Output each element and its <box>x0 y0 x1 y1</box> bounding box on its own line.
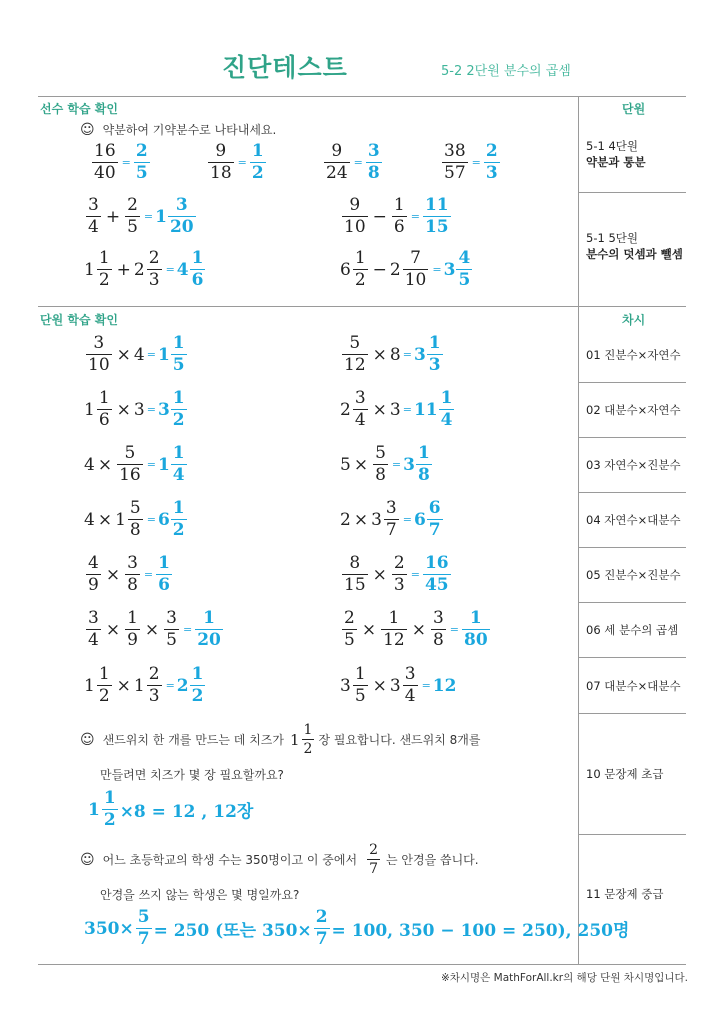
answer: 3 $\frac{1}{2}$ <box>157 388 185 430</box>
side-lesson-head: 차시 <box>622 313 646 327</box>
reduce-problem <box>90 142 152 183</box>
fraction: $\frac{4}{9}$ <box>88 553 99 595</box>
answer: $\frac{16}{45}$ <box>424 553 449 595</box>
side-rule <box>578 602 686 603</box>
smiley-icon: ☺ <box>80 121 95 138</box>
side-unit-head: 단원 <box>622 102 646 116</box>
times-sign: × <box>372 675 387 696</box>
top-rule <box>38 96 686 97</box>
side-unit-name: 약분과 통분 <box>586 155 646 169</box>
equals-sign: = <box>402 348 412 361</box>
fraction: $\frac{38}{57}$ <box>444 141 466 183</box>
fraction: $\frac{16}{40}$ <box>94 141 116 183</box>
side-lesson: 06 세 분수의 곱셈 <box>586 623 679 637</box>
answer: 2 $\frac{1}{2}$ <box>176 664 204 706</box>
times-sign: × <box>97 454 113 475</box>
equals-sign: = <box>237 156 247 169</box>
equals-sign: = <box>146 403 156 416</box>
multiplication-problem <box>340 665 456 706</box>
multiplication-problem <box>84 334 189 375</box>
whole-number: 2 <box>340 509 351 530</box>
reduce-problem <box>322 142 384 183</box>
fraction: $\frac{1}{6}$ <box>98 388 110 430</box>
instruction-text: 약분하여 기약분수로 나타내세요. <box>102 123 277 137</box>
smiley-icon: ☺ <box>80 851 95 868</box>
addsub-problem: $\frac{9}{10}$ − $\frac{1}{6}$ = $\frac{11}{15}$ <box>340 196 453 237</box>
multiplication-problem <box>84 554 174 595</box>
side-rule <box>578 382 686 383</box>
fraction: $\frac{1}{9}$ <box>127 608 138 650</box>
fraction: $\frac{3}{8}$ <box>127 553 138 595</box>
multiplication-problem <box>340 499 445 540</box>
answer: $\frac{1}{80}$ <box>464 608 488 650</box>
unit-section-label: 단원 학습 확인 <box>40 313 118 327</box>
times-sign: × <box>116 399 131 420</box>
side-rule <box>578 834 686 835</box>
fraction: $\frac{1}{2}$ <box>98 664 110 706</box>
answer: 6 $\frac{6}{7}$ <box>413 498 441 540</box>
fraction: $\frac{8}{15}$ <box>344 553 366 595</box>
equals-sign: = <box>421 679 431 692</box>
times-sign: × <box>361 619 377 640</box>
equals-sign: = <box>410 568 420 581</box>
equals-sign: = <box>121 156 131 169</box>
equals-sign: = <box>143 568 154 581</box>
fraction: $\frac{2}{5}$ <box>344 608 355 650</box>
whole-number: 1 <box>84 675 95 696</box>
side-rule <box>578 657 686 658</box>
side-rule <box>578 192 686 193</box>
answer: 1 $\frac{1}{4}$ <box>157 443 185 485</box>
fraction: $\frac{5}{8}$ <box>375 443 386 485</box>
whole-number: 4 <box>84 509 95 530</box>
page-title: 진단테스트 <box>222 53 348 82</box>
times-sign: × <box>116 675 131 696</box>
prereq-instruction <box>80 121 276 138</box>
whole-number: 1 <box>115 509 126 530</box>
side-lesson: 11 문장제 중급 <box>586 887 664 901</box>
equals-sign: = <box>353 156 363 169</box>
answer: $\frac{1}{20}$ <box>197 608 221 650</box>
multiplication-problem <box>340 334 445 375</box>
equals-sign: = <box>146 348 156 361</box>
word-problem-2-line2: 안경을 쓰지 않는 학생은 몇 명일까요? <box>100 888 300 902</box>
multiplication-problem <box>84 389 189 430</box>
whole-number: 3 <box>389 399 401 420</box>
answer: $\frac{1}{2}$ <box>251 141 264 183</box>
equals-sign: = <box>165 679 175 692</box>
fraction: $\frac{2}{3}$ <box>148 664 160 706</box>
fraction: $\frac{3}{4}$ <box>88 608 99 650</box>
fraction: $\frac{9}{18}$ <box>210 141 232 183</box>
fraction: $\frac{2}{3}$ <box>393 553 405 595</box>
multiplication-problem <box>340 444 434 485</box>
answer: 3 $\frac{4}{5}$ <box>443 248 471 290</box>
multiplication-problem <box>340 609 492 650</box>
side-lesson: 01 진분수×자연수 <box>586 348 681 362</box>
whole-number: 4 <box>133 344 145 365</box>
equals-sign: = <box>449 623 460 636</box>
fraction: $\frac{9}{24}$ <box>326 141 348 183</box>
side-lesson: 10 문장제 초급 <box>586 767 664 781</box>
equals-sign: = <box>471 156 481 169</box>
whole-number: 5 <box>340 454 351 475</box>
equals-sign: = <box>146 458 156 471</box>
multiplication-problem <box>84 444 189 485</box>
fraction: $\frac{5}{8}$ <box>129 498 141 540</box>
fraction: $\frac{3}{8}$ <box>432 608 444 650</box>
side-rule <box>578 437 686 438</box>
answer: 6 $\frac{1}{2}$ <box>157 498 185 540</box>
fraction: $\frac{3}{4}$ <box>354 388 366 430</box>
answer: $\frac{2}{5}$ <box>135 141 148 183</box>
multiplication-problem <box>84 609 225 650</box>
footer-note: ※차시명은 MathForAll.kr의 해당 단원 차시명입니다. <box>440 972 688 984</box>
answer: 11 $\frac{1}{4}$ <box>413 388 453 430</box>
reduce-problem <box>206 142 268 183</box>
answer: $\frac{1}{6}$ <box>158 553 170 595</box>
times-sign: × <box>353 509 369 530</box>
times-sign: × <box>372 399 387 420</box>
word-problem-1-answer: 1 $\frac{1}{2}$ ×8 = 12 , 12장 <box>88 788 254 830</box>
fraction: $\frac{1}{5}$ <box>354 664 366 706</box>
fraction: $\frac{3}{4}$ <box>404 664 416 706</box>
word-problem-1-line2: 만들려면 치즈가 몇 장 필요할까요? <box>100 768 284 782</box>
equals-sign: = <box>182 623 193 636</box>
whole-number: 4 <box>84 454 95 475</box>
equals-sign: = <box>402 403 412 416</box>
whole-number: 1 <box>133 675 145 696</box>
side-unit-name: 분수의 덧셈과 뺄셈 <box>586 247 683 261</box>
whole-number: 3 <box>389 675 401 696</box>
fraction: $\frac{5}{16}$ <box>119 443 141 485</box>
whole-number: 2 <box>340 399 351 420</box>
word-problem-2-answer: 350× $\frac{5}{7}$ = 250 (또는 350× $\frac{2}{7}$ = 100, 350 − 100 = 250), 250명 <box>84 907 630 949</box>
fraction: $\frac{3}{10}$ <box>88 333 110 375</box>
answer: $\frac{2}{3}$ <box>485 141 498 183</box>
prereq-section-label: 선수 학습 확인 <box>40 102 118 116</box>
answer: $\frac{11}{15}$ <box>424 195 449 237</box>
fraction: $\frac{1}{12}$ <box>383 608 405 650</box>
side-lesson: 04 자연수×대분수 <box>586 513 681 527</box>
smiley-icon: ☺ <box>80 731 95 748</box>
equals-sign: = <box>391 458 402 471</box>
times-sign: × <box>97 509 113 530</box>
equals-sign: = <box>402 513 412 526</box>
side-unit-code: 5-1 4단원 <box>586 139 638 153</box>
side-rule <box>578 547 686 548</box>
fraction: $\frac{5}{12}$ <box>344 333 366 375</box>
whole-number: 1 <box>84 399 95 420</box>
side-rule <box>578 492 686 493</box>
side-unit-code: 5-1 5단원 <box>586 231 638 245</box>
multiplication-problem <box>84 499 189 540</box>
side-lesson: 05 진분수×진분수 <box>586 568 681 582</box>
bottom-rule <box>38 964 686 965</box>
whole-number: 3 <box>133 399 145 420</box>
reduce-problem <box>440 142 502 183</box>
times-sign: × <box>105 564 121 585</box>
times-sign: × <box>116 344 131 365</box>
section-rule <box>38 306 686 307</box>
page-subtitle: 5-2 2단원 분수의 곱셈 <box>441 64 571 79</box>
fraction: $\frac{3}{7}$ <box>385 498 397 540</box>
times-sign: × <box>144 619 160 640</box>
addsub-problem: $\frac{3}{4}$ + $\frac{2}{5}$ = 1 $\frac{3}{20}$ <box>84 196 198 237</box>
multiplication-problem <box>340 389 456 430</box>
addsub-problem: 6 $\frac{1}{2}$ − 2 $\frac{7}{10}$ = 3 $\frac{4}{5}$ <box>340 249 474 290</box>
answer: 1 $\frac{1}{5}$ <box>157 333 185 375</box>
whole-number: 3 <box>371 509 382 530</box>
answer: 1 $\frac{3}{20}$ <box>155 195 194 237</box>
answer: 3 $\frac{1}{8}$ <box>403 443 430 485</box>
addsub-problem: 1 $\frac{1}{2}$ + 2 $\frac{2}{3}$ = 4 $\frac{1}{6}$ <box>84 249 207 290</box>
times-sign: × <box>411 619 426 640</box>
word-problem-2-line1: ☺ 어느 초등학교의 학생 수는 350명이고 이 중에서 $\frac{2}{7}$ 는 안경을 씁니다. <box>80 842 479 877</box>
side-rule <box>578 713 686 714</box>
multiplication-problem <box>84 665 207 706</box>
answer: $\frac{3}{8}$ <box>367 141 380 183</box>
multiplication-problem <box>340 554 453 595</box>
equals-sign: = <box>146 513 156 526</box>
times-sign: × <box>105 619 121 640</box>
side-lesson: 03 자연수×진분수 <box>586 458 681 472</box>
side-lesson: 07 대분수×대분수 <box>586 679 681 693</box>
side-lesson: 02 대분수×자연수 <box>586 403 681 417</box>
answer: 4 $\frac{1}{6}$ <box>176 248 204 290</box>
whole-number: 8 <box>389 344 401 365</box>
word-problem-1-line1: ☺ 샌드위치 한 개를 만드는 데 치즈가 1 $\frac{1}{2}$ 장 필요합니다. 샌드위치 8개를 <box>80 722 481 757</box>
whole-number: 3 <box>340 675 351 696</box>
fraction: $\frac{3}{5}$ <box>166 608 177 650</box>
answer: 12 <box>432 675 457 696</box>
answer: 3 $\frac{1}{3}$ <box>413 333 441 375</box>
times-sign: × <box>372 344 387 365</box>
times-sign: × <box>372 564 387 585</box>
times-sign: × <box>353 454 369 475</box>
